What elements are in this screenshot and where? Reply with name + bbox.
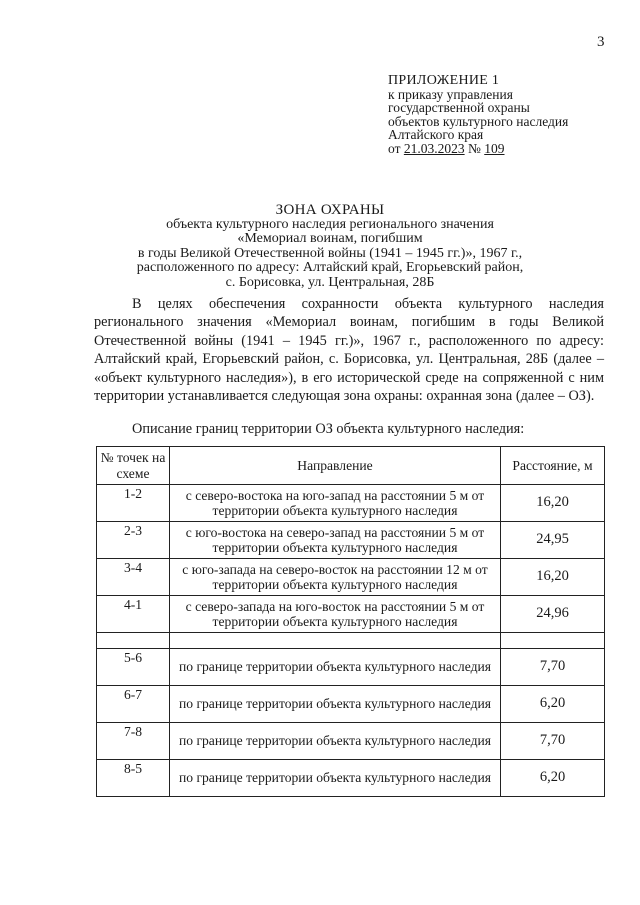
table-spacer-row xyxy=(97,633,605,649)
title-line: расположенного по адресу: Алтайский край, Егорьевский район, xyxy=(136,260,524,275)
appendix-heading: ПРИЛОЖЕНИЕ 1 xyxy=(388,73,500,88)
cell-points: 4-1 xyxy=(97,596,170,633)
header-points: № точек на схеме xyxy=(97,447,170,485)
table-row xyxy=(97,485,605,522)
cell-direction: с северо-запада на юго-восток на расстоянии 5 м от территории объекта культурного наследия xyxy=(170,596,501,633)
cell-distance: 24,95 xyxy=(501,522,605,559)
cell-points: 5-6 xyxy=(97,649,170,686)
empty-cell xyxy=(501,633,605,649)
cell-points: 7-8 xyxy=(97,723,170,760)
table-header-row xyxy=(97,447,605,485)
document-title xyxy=(90,203,570,290)
header-distance: Расстояние, м xyxy=(501,447,605,485)
appendix-line: государственной охраны xyxy=(388,100,530,115)
cell-distance: 16,20 xyxy=(501,559,605,596)
table-row xyxy=(97,522,605,559)
cell-distance: 7,70 xyxy=(501,723,605,760)
appendix-date-line xyxy=(388,142,568,156)
header-direction: Направление xyxy=(170,447,501,485)
cell-distance: 24,96 xyxy=(501,596,605,633)
table-row xyxy=(97,596,605,633)
cell-direction: с юго-запада на северо-восток на расстоянии 12 м от территории объекта культурного наследия xyxy=(170,559,501,596)
cell-direction: с северо-востока на юго-запад на расстоянии 5 м от территории объекта культурного наследия xyxy=(170,485,501,522)
table-row xyxy=(97,649,605,686)
appendix-line: объектов культурного наследия xyxy=(388,113,569,129)
appendix-block xyxy=(388,74,568,155)
cell-points: 2-3 xyxy=(97,522,170,559)
cell-distance: 6,20 xyxy=(501,686,605,723)
cell-points: 1-2 xyxy=(97,485,170,522)
appendix-line: Алтайского края xyxy=(388,127,484,142)
cell-points: 6-7 xyxy=(97,686,170,723)
empty-cell xyxy=(97,633,170,649)
cell-direction: по границе территории объекта культурного наследия xyxy=(170,760,501,797)
table-caption: Описание границ территории ОЗ объекта культурного наследия: xyxy=(132,421,525,437)
body-text: В целях обеспечения сохранности объекта культурного наследия регионального значения «Мемориал воинам, погибшим в годы Великой Отечественной войны (1941 – 1945 гг.)», 1967 г., расположенного по адресу: Алтайский край, Егорьевский район, с. Борисовка, ул. Центральная, 28Б (далее – «объект культурного наследия»), в его исторической среде на сопряженной с ним территории устанавливается следующая зона охраны: охранная зона (далее – ОЗ). xyxy=(94,296,604,405)
cell-direction: по границе территории объекта культурного наследия xyxy=(170,686,501,723)
appendix-line: к приказу управления xyxy=(388,86,513,102)
order-date: 21.03.2023 xyxy=(403,140,465,156)
title-line: «Мемориал воинам, погибшим xyxy=(237,231,423,246)
table-row xyxy=(97,723,605,760)
table-row xyxy=(97,760,605,797)
title-line: объекта культурного наследия регионального значения xyxy=(166,216,494,232)
order-number: 109 xyxy=(484,140,505,156)
cell-direction: с юго-востока на северо-запад на расстоянии 5 м от территории объекта культурного наследия xyxy=(170,522,501,559)
cell-direction: по границе территории объекта культурного наследия xyxy=(170,649,501,686)
cell-direction: по границе территории объекта культурного наследия xyxy=(170,723,501,760)
number-prefix: № xyxy=(464,140,485,156)
title-line: с. Борисовка, ул. Центральная, 28Б xyxy=(225,274,435,290)
table-row xyxy=(97,686,605,723)
cell-distance: 6,20 xyxy=(501,760,605,797)
date-prefix: от xyxy=(388,140,404,156)
title-line: ЗОНА ОХРАНЫ xyxy=(275,202,385,218)
title-line: в годы Великой Отечественной войны (1941 – 1945 гг.)», 1967 г., xyxy=(137,245,523,261)
cell-points: 3-4 xyxy=(97,559,170,596)
body-paragraph xyxy=(94,295,604,405)
empty-cell xyxy=(170,633,501,649)
cell-distance: 16,20 xyxy=(501,485,605,522)
cell-points: 8-5 xyxy=(97,760,170,797)
boundary-table xyxy=(96,446,605,797)
table-row xyxy=(97,559,605,596)
page-number: 3 xyxy=(597,34,605,50)
cell-distance: 7,70 xyxy=(501,649,605,686)
